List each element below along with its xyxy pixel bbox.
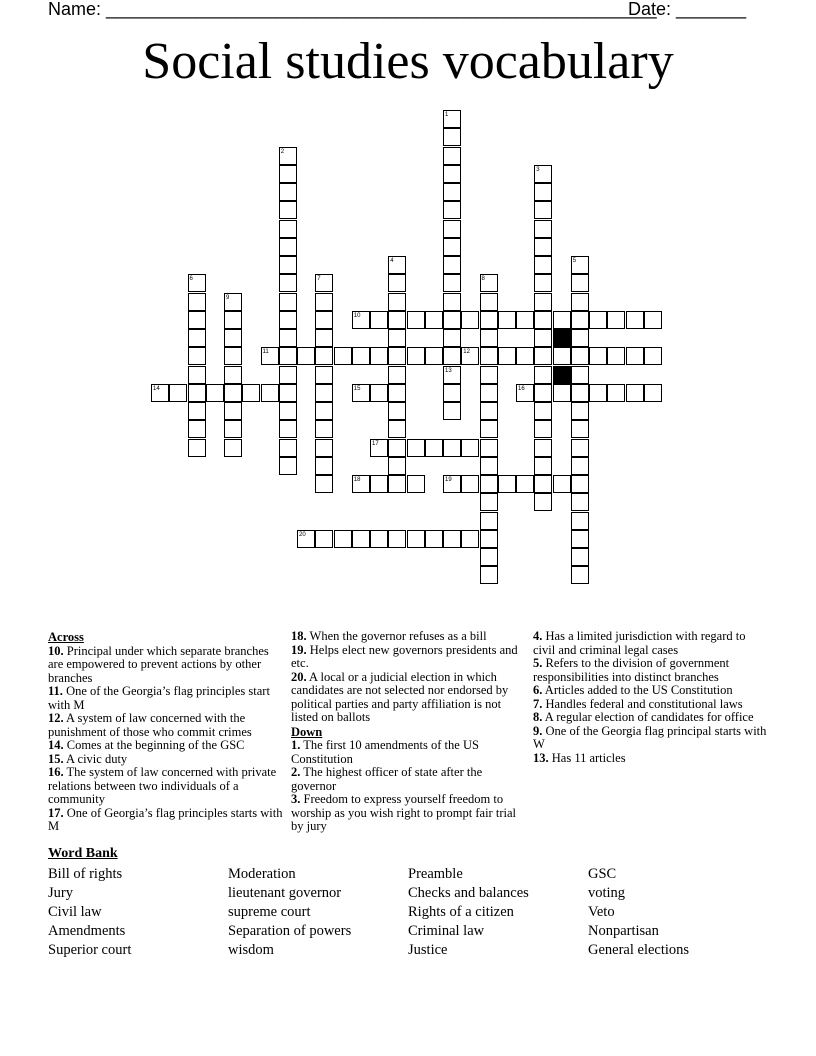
- crossword-cell[interactable]: [242, 384, 260, 402]
- clue-number-label: 17.: [48, 805, 64, 820]
- crossword-cell[interactable]: [534, 238, 552, 256]
- crossword-cell[interactable]: [279, 439, 297, 457]
- crossword-cell[interactable]: [315, 457, 333, 475]
- clue-number-label: 8.: [533, 710, 543, 724]
- crossword-cell[interactable]: [188, 384, 206, 402]
- word-bank-item: Rights of a citizen: [408, 904, 514, 920]
- crossword-cell[interactable]: [534, 475, 552, 493]
- clue-number-label: 2.: [291, 765, 301, 779]
- crossword-cell[interactable]: [534, 274, 552, 292]
- crossword-cell[interactable]: [279, 384, 297, 402]
- crossword-cell[interactable]: [534, 220, 552, 238]
- word-bank-column: [228, 865, 351, 960]
- clue-text: When the governor refuses as a bill: [306, 629, 487, 643]
- crossword-cell[interactable]: [443, 311, 461, 329]
- crossword-cell[interactable]: [224, 366, 242, 384]
- clue-number-label: 19.: [291, 642, 307, 657]
- clue-text: A regular election of candidates for office: [542, 710, 754, 724]
- crossword-cell[interactable]: [279, 329, 297, 347]
- crossword-cell[interactable]: [571, 475, 589, 493]
- word-bank-item: Justice: [408, 942, 448, 958]
- crossword-cell[interactable]: [480, 439, 498, 457]
- crossword-cell[interactable]: [553, 311, 571, 329]
- clue-number: 19: [445, 477, 452, 483]
- crossword-cell[interactable]: [534, 183, 552, 201]
- crossword-cell[interactable]: [644, 384, 662, 402]
- crossword-cell[interactable]: [626, 384, 644, 402]
- crossword-cell[interactable]: [607, 384, 625, 402]
- crossword-cell[interactable]: [443, 384, 461, 402]
- crossword-cell[interactable]: [188, 311, 206, 329]
- crossword-cell[interactable]: [279, 165, 297, 183]
- crossword-cell[interactable]: [279, 347, 297, 365]
- crossword-cell[interactable]: [224, 329, 242, 347]
- crossword-cell[interactable]: [443, 147, 461, 165]
- crossword-cell[interactable]: [571, 420, 589, 438]
- crossword-cell[interactable]: [388, 530, 406, 548]
- word-bank-item: Civil law: [48, 904, 102, 920]
- crossword-cell[interactable]: [480, 366, 498, 384]
- clue-text: A civic duty: [63, 751, 128, 766]
- crossword-cell[interactable]: [607, 347, 625, 365]
- crossword-cell[interactable]: [534, 366, 552, 384]
- crossword-cell[interactable]: [480, 548, 498, 566]
- crossword-cell[interactable]: [279, 201, 297, 219]
- clue-number-label: 10.: [48, 643, 64, 658]
- crossword-cell[interactable]: [279, 274, 297, 292]
- crossword-cell[interactable]: [516, 475, 534, 493]
- clue-number: 1: [445, 112, 449, 118]
- crossword-cell[interactable]: [534, 384, 552, 402]
- crossword-cell[interactable]: [534, 493, 552, 511]
- crossword-cell[interactable]: [480, 493, 498, 511]
- crossword-cell[interactable]: [224, 402, 242, 420]
- crossword-cell[interactable]: [443, 220, 461, 238]
- clue-text: Principal under which separate branches are empowered to prevent actions by other branches: [48, 643, 269, 685]
- crossword-cell[interactable]: [443, 329, 461, 347]
- crossword-cell[interactable]: [279, 256, 297, 274]
- clue-text: The highest officer of state after the governor: [291, 765, 483, 793]
- word-bank-item: voting: [588, 885, 626, 901]
- crossword-cell[interactable]: [279, 366, 297, 384]
- crossword-cell[interactable]: [388, 347, 406, 365]
- crossword-cell[interactable]: [370, 347, 388, 365]
- clue-number: 13: [445, 367, 452, 374]
- clue-number: 11: [262, 349, 269, 356]
- clue-number: 8: [481, 276, 485, 283]
- crossword-cell[interactable]: [370, 384, 388, 402]
- crossword-cell[interactable]: [388, 384, 406, 402]
- clue-number-label: 4.: [533, 629, 543, 643]
- crossword-cell[interactable]: [480, 402, 498, 420]
- clue-number-label: 13.: [533, 750, 549, 765]
- crossword-cell[interactable]: [498, 347, 516, 365]
- word-bank-item: Preamble: [408, 866, 463, 882]
- clue-number: 6: [189, 276, 193, 283]
- clue-number-label: 9.: [533, 723, 543, 738]
- crossword-cell[interactable]: [534, 311, 552, 329]
- clue-number: 5: [572, 258, 577, 264]
- crossword-cell[interactable]: [443, 530, 461, 548]
- crossword-cell[interactable]: [589, 347, 607, 365]
- crossword-cell[interactable]: [480, 566, 498, 584]
- clue-number: 20: [299, 531, 306, 538]
- crossword-cell[interactable]: [315, 329, 333, 347]
- word-bank-item: Moderation: [228, 866, 296, 882]
- clue-number: 4: [390, 258, 394, 264]
- clue-across: [291, 671, 527, 725]
- crossword-cell[interactable]: [279, 238, 297, 256]
- crossword-cell[interactable]: [224, 439, 242, 457]
- crossword-cell[interactable]: [315, 402, 333, 420]
- crossword-cell[interactable]: [443, 128, 461, 146]
- clue-down: [533, 630, 769, 657]
- clue-number-label: 20.: [291, 669, 307, 684]
- crossword-cell[interactable]: [534, 439, 552, 457]
- crossword-cell[interactable]: [644, 311, 662, 329]
- crossword-cell[interactable]: [589, 384, 607, 402]
- crossword-cell[interactable]: [206, 384, 224, 402]
- crossword-cell[interactable]: [571, 457, 589, 475]
- crossword-cell[interactable]: [516, 347, 534, 365]
- crossword-cell[interactable]: [315, 420, 333, 438]
- crossword-cell[interactable]: [279, 220, 297, 238]
- crossword-cell[interactable]: [534, 201, 552, 219]
- clue-number-label: 16.: [48, 765, 64, 779]
- clue-text: Has a limited jurisdiction with regard to civil and criminal legal cases: [533, 629, 746, 657]
- crossword-cell[interactable]: [443, 274, 461, 292]
- clue-across: [48, 739, 284, 753]
- crossword-cell[interactable]: [571, 493, 589, 511]
- clue-down: [533, 684, 769, 698]
- clue-column-3: [533, 630, 769, 765]
- clue-number-label: 1.: [291, 738, 301, 752]
- crossword-cell[interactable]: [315, 384, 333, 402]
- crossword-cell[interactable]: [388, 457, 406, 475]
- crossword-cell[interactable]: [534, 256, 552, 274]
- clue-number-label: 12.: [48, 711, 64, 725]
- clue-text: Helps elect new governors presidents and etc.: [291, 642, 518, 670]
- clue-across: [48, 685, 284, 712]
- clue-column-1: [48, 630, 284, 834]
- crossword-cell[interactable]: [553, 384, 571, 402]
- clue-text: One of the Georgia flag principal starts with W: [533, 723, 767, 751]
- crossword-cell[interactable]: [224, 420, 242, 438]
- crossword-cell[interactable]: [188, 402, 206, 420]
- clue-down: [533, 725, 769, 752]
- word-bank-item: Bill of rights: [48, 866, 123, 882]
- crossword-cell[interactable]: [626, 347, 644, 365]
- crossword-cell[interactable]: [407, 530, 425, 548]
- crossword-cell[interactable]: [480, 475, 498, 493]
- crossword-cell[interactable]: [224, 311, 242, 329]
- clue-across: [48, 807, 284, 834]
- crossword-cell[interactable]: [370, 311, 388, 329]
- crossword-cell[interactable]: [498, 475, 516, 493]
- crossword-cell[interactable]: [571, 311, 589, 329]
- crossword-cell[interactable]: [461, 439, 479, 457]
- clue-down: [533, 698, 769, 712]
- crossword-cell[interactable]: [443, 183, 461, 201]
- crossword-cell[interactable]: [352, 347, 370, 365]
- clue-down: [291, 739, 527, 766]
- clue-number: 17: [372, 440, 379, 447]
- crossword-cell[interactable]: [370, 530, 388, 548]
- crossword-cell[interactable]: [571, 402, 589, 420]
- clue-number: 15: [353, 385, 361, 392]
- clue-number-label: 14.: [48, 738, 64, 752]
- word-bank-column: [588, 865, 689, 960]
- crossword-cell[interactable]: [407, 439, 425, 457]
- crossword-cell[interactable]: [188, 420, 206, 438]
- clue-number: 18: [353, 477, 361, 483]
- crossword-cell[interactable]: [571, 548, 589, 566]
- clue-down: [291, 793, 527, 834]
- clue-text: Articles added to the US Constitution: [542, 683, 733, 697]
- page-title: Social studies vocabulary: [142, 33, 674, 90]
- crossword-cell[interactable]: [443, 256, 461, 274]
- crossword-cell[interactable]: [480, 420, 498, 438]
- crossword-cell[interactable]: [534, 402, 552, 420]
- clue-number: 14: [153, 385, 160, 392]
- clue-number: 9: [226, 294, 230, 301]
- word-bank-item: Nonpartisan: [588, 923, 659, 939]
- crossword-cell[interactable]: [352, 530, 370, 548]
- crossword-cell[interactable]: [297, 347, 315, 365]
- crossword-cell[interactable]: [480, 384, 498, 402]
- crossword-cell[interactable]: [571, 439, 589, 457]
- word-bank-item: Criminal law: [408, 923, 485, 939]
- crossword-cell[interactable]: [571, 366, 589, 384]
- crossword-cell[interactable]: [443, 439, 461, 457]
- crossword-cell[interactable]: [388, 293, 406, 311]
- name-field[interactable]: Name: _______________________________________________________: [48, 0, 657, 19]
- crossword-blocked-cell: [553, 366, 571, 384]
- crossword-cell[interactable]: [571, 329, 589, 347]
- clue-across: [48, 753, 284, 767]
- crossword-cell[interactable]: [388, 420, 406, 438]
- crossword-cell[interactable]: [315, 439, 333, 457]
- crossword-cell[interactable]: [461, 475, 479, 493]
- crossword-cell[interactable]: [407, 475, 425, 493]
- crossword-cell[interactable]: [480, 329, 498, 347]
- crossword-cell[interactable]: [279, 457, 297, 475]
- crossword-cell[interactable]: [516, 311, 534, 329]
- clue-across: [48, 645, 284, 686]
- crossword-cell[interactable]: [498, 311, 516, 329]
- clue-down: [291, 766, 527, 793]
- word-bank-column: [48, 865, 131, 960]
- crossword-cell[interactable]: [571, 274, 589, 292]
- crossword-cell[interactable]: [315, 311, 333, 329]
- crossword-cell[interactable]: [626, 311, 644, 329]
- clue-number-label: 11.: [48, 684, 63, 698]
- clue-across: [291, 644, 527, 671]
- crossword-cell[interactable]: [188, 439, 206, 457]
- crossword-cell[interactable]: [188, 329, 206, 347]
- across-heading: Across: [48, 630, 84, 644]
- crossword-cell[interactable]: [188, 366, 206, 384]
- clue-across: [291, 630, 527, 644]
- crossword-cell[interactable]: [443, 402, 461, 420]
- crossword-cell[interactable]: [388, 475, 406, 493]
- clue-number: 10: [353, 312, 361, 319]
- clue-number: 7: [317, 276, 321, 283]
- crossword-cell[interactable]: [480, 457, 498, 475]
- clue-down: [533, 752, 769, 766]
- word-bank-item: Veto: [588, 904, 615, 920]
- clue-across: [48, 712, 284, 739]
- crossword-cell[interactable]: [571, 512, 589, 530]
- clue-number-label: 5.: [533, 656, 543, 670]
- crossword-cell[interactable]: [279, 402, 297, 420]
- crossword-cell[interactable]: [188, 347, 206, 365]
- crossword-cell[interactable]: [224, 347, 242, 365]
- crossword-cell[interactable]: [571, 293, 589, 311]
- crossword-cell[interactable]: [534, 293, 552, 311]
- crossword-cell[interactable]: [261, 384, 279, 402]
- crossword-cell[interactable]: [553, 347, 571, 365]
- word-bank-item: GSC: [588, 866, 617, 882]
- crossword-cell[interactable]: [388, 274, 406, 292]
- clue-number: 16: [518, 385, 525, 392]
- word-bank-title: Word Bank: [48, 846, 118, 861]
- crossword-cell[interactable]: [279, 311, 297, 329]
- crossword-cell[interactable]: [571, 566, 589, 584]
- date-field[interactable]: Date: _______: [628, 0, 747, 19]
- crossword-cell[interactable]: [553, 475, 571, 493]
- crossword-cell[interactable]: [188, 293, 206, 311]
- word-bank-item: Amendments: [48, 923, 126, 939]
- crossword-cell[interactable]: [644, 347, 662, 365]
- crossword-cell[interactable]: [480, 530, 498, 548]
- crossword-cell[interactable]: [169, 384, 187, 402]
- clue-number: 12: [463, 349, 470, 356]
- crossword-cell[interactable]: [334, 347, 352, 365]
- word-bank-item: Separation of powers: [228, 923, 352, 939]
- clue-number-label: 15.: [48, 751, 64, 766]
- crossword-cell[interactable]: [407, 347, 425, 365]
- clue-text: One of the Georgia’s flag principles start with M: [48, 684, 270, 712]
- crossword-cell[interactable]: [534, 347, 552, 365]
- clue-text: A local or a judicial election in which candidates are not selected nor endorsed by political parties and party affiliation is not listed on ballots: [291, 669, 509, 724]
- crossword-cell[interactable]: [534, 420, 552, 438]
- clue-number-label: 3.: [291, 792, 301, 806]
- crossword-cell[interactable]: [589, 311, 607, 329]
- crossword-cell[interactable]: [315, 347, 333, 365]
- word-bank-item: Superior court: [48, 942, 132, 958]
- crossword-cell[interactable]: [571, 347, 589, 365]
- crossword-cell[interactable]: [425, 530, 443, 548]
- word-bank-item: General elections: [588, 942, 690, 958]
- clue-text: Refers to the division of government responsibilities into distinct branches: [533, 656, 730, 684]
- crossword-cell[interactable]: [534, 457, 552, 475]
- clue-text: A system of law concerned with the punishment of those who commit crimes: [48, 711, 252, 739]
- down-heading: Down: [291, 724, 323, 739]
- clue-column-2: [291, 630, 527, 834]
- word-bank-item: wisdom: [228, 942, 274, 958]
- crossword-cell[interactable]: [571, 530, 589, 548]
- crossword-cell[interactable]: [480, 512, 498, 530]
- crossword-blocked-cell: [553, 329, 571, 347]
- crossword-cell[interactable]: [461, 311, 479, 329]
- crossword-cell[interactable]: [370, 475, 388, 493]
- crossword-cell[interactable]: [571, 384, 589, 402]
- crossword-cell[interactable]: [315, 530, 333, 548]
- crossword-cell[interactable]: [388, 329, 406, 347]
- crossword-cell[interactable]: [425, 311, 443, 329]
- clue-number: 2: [280, 148, 285, 155]
- crossword-cell[interactable]: [480, 311, 498, 329]
- crossword-cell[interactable]: [461, 530, 479, 548]
- crossword-cell[interactable]: [315, 366, 333, 384]
- clue-down: [533, 657, 769, 684]
- crossword-cell[interactable]: [443, 238, 461, 256]
- clue-text: One of Georgia’s flag principles starts with M: [48, 805, 283, 833]
- clue-number-label: 18.: [291, 629, 307, 643]
- word-bank-item: Jury: [48, 885, 73, 901]
- crossword-cell[interactable]: [443, 293, 461, 311]
- crossword-cell[interactable]: [279, 293, 297, 311]
- crossword-cell[interactable]: [224, 384, 242, 402]
- crossword-cell[interactable]: [443, 347, 461, 365]
- clue-across: [48, 766, 284, 807]
- word-bank-item: lieutenant governor: [228, 885, 342, 901]
- crossword-cell[interactable]: [315, 293, 333, 311]
- crossword-cell[interactable]: [315, 475, 333, 493]
- crossword-cell[interactable]: [407, 311, 425, 329]
- crossword-cell[interactable]: [334, 530, 352, 548]
- crossword-cell[interactable]: [388, 439, 406, 457]
- crossword-cell[interactable]: [425, 439, 443, 457]
- crossword-cell[interactable]: [388, 366, 406, 384]
- crossword-cell[interactable]: [480, 293, 498, 311]
- clue-text: Freedom to express yourself freedom to worship as you wish right to prompt fair trial by jury: [291, 792, 516, 833]
- clue-text: The system of law concerned with private relations between two individuals of a community: [48, 765, 277, 806]
- clue-text: Comes at the beginning of the GSC: [63, 738, 245, 752]
- crossword-cell[interactable]: [534, 329, 552, 347]
- clue-number: 3: [536, 166, 540, 173]
- clue-number-label: 7.: [533, 696, 543, 711]
- clue-text: Has 11 articles: [548, 750, 626, 765]
- crossword-cell[interactable]: [443, 165, 461, 183]
- crossword-cell[interactable]: [425, 347, 443, 365]
- word-bank-item: Checks and balances: [408, 885, 529, 901]
- crossword-cell[interactable]: [388, 311, 406, 329]
- clue-text: Handles federal and constitutional laws: [542, 696, 743, 711]
- crossword-cell[interactable]: [480, 347, 498, 365]
- word-bank-item: supreme court: [228, 904, 311, 920]
- crossword-cell[interactable]: [443, 201, 461, 219]
- clue-number-label: 6.: [533, 683, 543, 697]
- crossword-cell[interactable]: [607, 311, 625, 329]
- word-bank-column: [408, 865, 529, 960]
- clue-text: The first 10 amendments of the US Constitution: [291, 738, 479, 766]
- crossword-cell[interactable]: [279, 420, 297, 438]
- clue-down: [533, 711, 769, 725]
- crossword-cell[interactable]: [388, 402, 406, 420]
- crossword-cell[interactable]: [279, 183, 297, 201]
